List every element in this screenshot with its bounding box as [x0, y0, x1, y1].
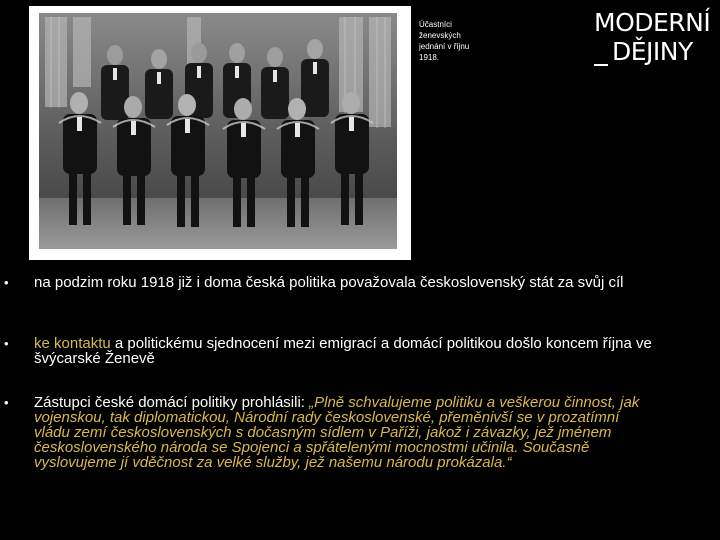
- bullet-marker: •: [4, 275, 9, 290]
- bullet-highlight: ke kontaktu: [34, 335, 111, 352]
- logo-line-2: DĚJINY: [612, 37, 693, 66]
- bullet-text: [34, 395, 656, 470]
- photo-caption: Účastníci ženevských jednání v říjnu 1918.: [419, 20, 470, 62]
- bullet-text: na podzim roku 1918 již i doma česká politika považovala československý stát za svůj cíl: [34, 274, 624, 291]
- logo-line-1: MODERNÍ: [594, 8, 711, 37]
- moderni-dejiny-logo: [592, 9, 716, 67]
- historical-group-photo: [39, 13, 397, 249]
- bullet-marker: •: [4, 395, 9, 410]
- bullet-text: [34, 336, 656, 366]
- bullet-marker: •: [4, 336, 9, 351]
- declaration-quote: „Plně schvalujeme politiku a veškerou činnost, jak vojenskou, tak diplomatickou, Národní rady československé, přeměnivší se v prozatímní vládu zemí československých s dočasným sídlem v Paříži, jakož i závazky, jež jménem československého národa se Spojenci a spřátelenými mocnostmi učinila. Současně vyslovujeme jí vděčnost za velké služby, jež našemu národu prokázala.“: [34, 394, 640, 471]
- bullet-rest: a politickému sjednocení mezi emigrací a domácí politikou došlo koncem října ve švýcarské Ženevě: [34, 335, 652, 367]
- logo-underscore: [594, 64, 608, 66]
- historical-photo-frame: [29, 6, 411, 260]
- bullet-intro: Zástupci české domácí politiky prohlásili:: [34, 394, 310, 411]
